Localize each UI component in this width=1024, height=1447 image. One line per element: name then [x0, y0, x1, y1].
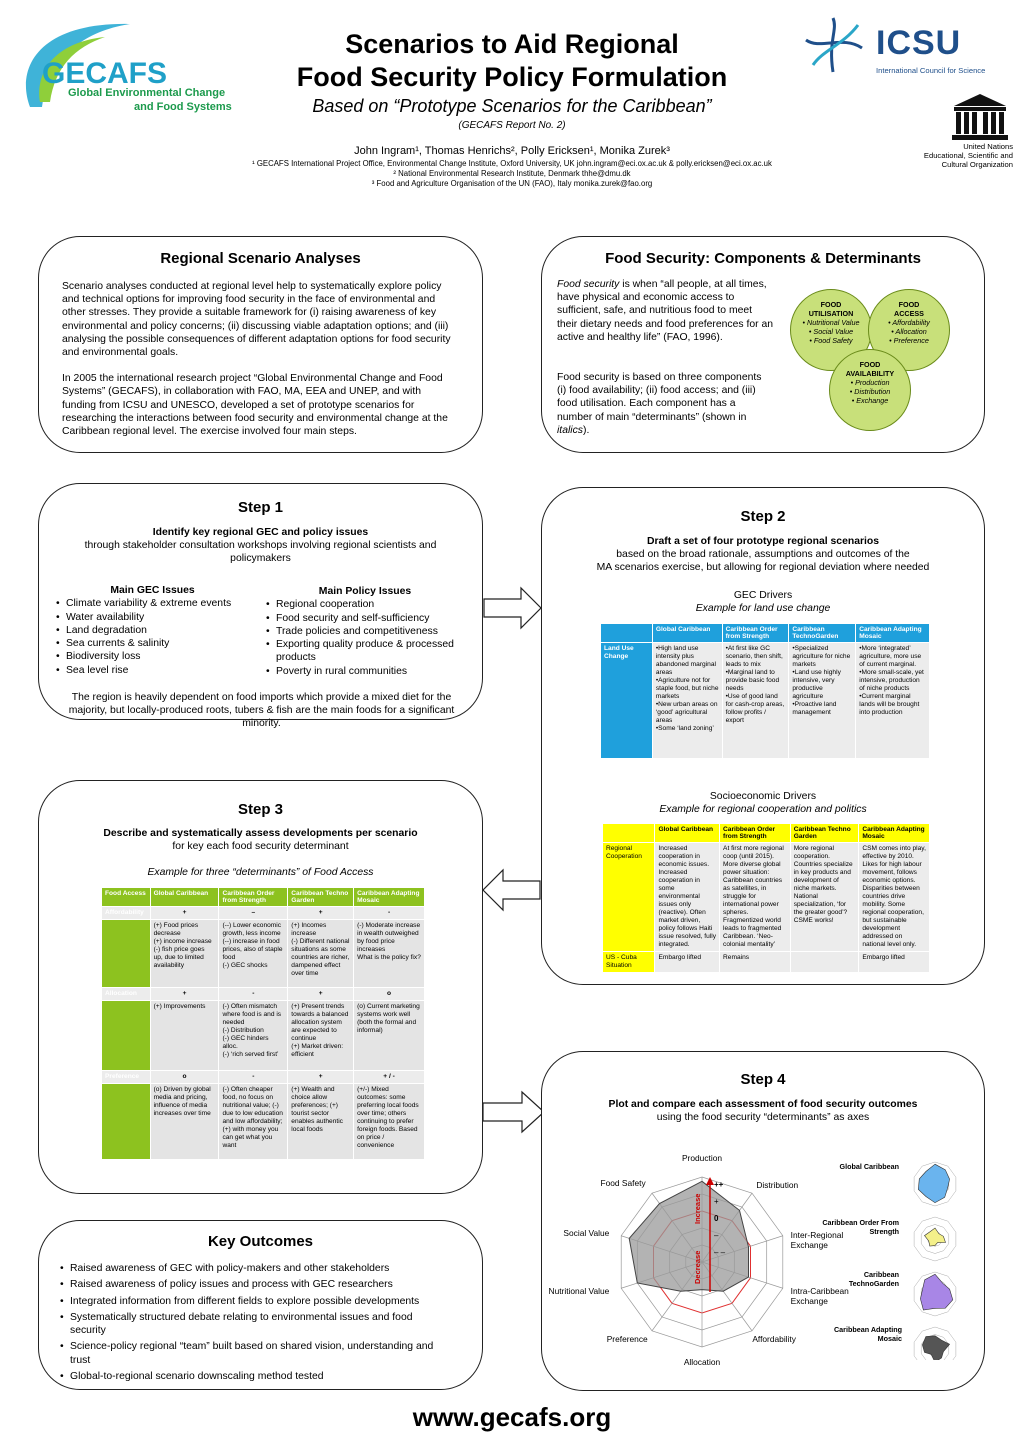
cell-line: •Marginal land to provide basic food needs — [725, 669, 780, 692]
cell-line: •Agriculture not for staple food, but niche markets — [655, 677, 719, 700]
radar-scale-arrowhead-icon — [706, 1177, 714, 1185]
utilisation-item: • Social Value — [808, 327, 854, 336]
cell-line: •More small-scale, yet intensive, production of niche products — [859, 669, 924, 692]
table-cell: (o) Driven by global media and pricing, influence of media increases over time — [150, 1084, 219, 1160]
food-security-title: Food Security: Components & Determinants — [605, 250, 921, 267]
table-cell: (+) Improvements — [150, 1001, 219, 1071]
regional-coop-table — [602, 823, 930, 973]
radar-axis-label: Social Value — [563, 1228, 610, 1239]
radar-axis-label: Intra-Caribbean Exchange — [790, 1285, 849, 1306]
table-cell: (+) Incomes increase (-) Different national situations as some countries are richer, dampened effect over time — [288, 920, 354, 988]
cell-line: •Specialized agriculture for niche markets — [792, 645, 851, 668]
row-header: Land Use Change — [601, 643, 653, 759]
arrow-step2-to-step3-icon — [481, 868, 541, 912]
table-cell: (o) Current marketing systems work well (both the formal and informal) — [354, 1001, 425, 1071]
radar-axis-label: Affordability — [752, 1334, 796, 1344]
score-cell: - — [219, 1071, 288, 1084]
access-item: • Affordability — [888, 318, 930, 327]
score-cell: + — [288, 988, 354, 1001]
regional-title: Regional Scenario Analyses — [160, 250, 361, 267]
policy-issue-item: • Regional cooperation — [265, 598, 475, 611]
table-header: Caribbean Order from Strength — [722, 624, 789, 643]
gecafs-logo-text: GECAFS — [42, 57, 168, 90]
radar-axis-label: Production — [681, 1153, 723, 1163]
outcome-item: • Raised awareness of policy issues and process with GEC researchers — [59, 1278, 442, 1291]
table-header — [603, 824, 655, 843]
table-cell: (-) Often cheaper food, no focus on nutritional value; (-) due to low education and low affordability; (+) with money you can get what you want — [219, 1084, 288, 1160]
table-cell: (+/-) Mixed outcomes: some preferring local foods over time; others continuing to prefer foreign foods. Based on price / convenience — [354, 1084, 425, 1160]
availability-item: • Exchange — [851, 396, 889, 405]
scale-label-plus: + — [714, 1197, 719, 1206]
step3-panel — [38, 780, 483, 1194]
cell-line: •Proactive land management — [792, 701, 837, 716]
table-row — [102, 1001, 425, 1071]
gec-issues — [55, 584, 255, 677]
fs-components-text: Food security is based on three components (i) food availability; (ii) food access; and (iii) food utilisation. Each component has a number of main “determinants” (shown in — [557, 372, 762, 423]
unesco-sub2: Educational, Scientific and — [923, 151, 1013, 160]
unesco-temple-icon — [950, 92, 1010, 142]
availability-item: • Production — [850, 378, 890, 387]
table-header: Food Access — [102, 888, 151, 907]
table-header: Caribbean Adapting Mosaic — [859, 824, 930, 843]
step4-subheading: using the food security “determinants” as axes — [656, 1112, 870, 1124]
score-cell: - — [219, 988, 288, 1001]
table-row — [102, 907, 425, 920]
outcome-item: • Integrated information from different fields to explore possible developments — [59, 1295, 442, 1308]
table-header: Caribbean Techno Garden — [288, 888, 354, 907]
outcome-item: • Raised awareness of GEC with policy-makers and other stakeholders — [59, 1262, 442, 1275]
unesco-sub3: Cultural Organization — [941, 160, 1013, 169]
food-availability-circle — [829, 349, 911, 431]
step1-footnote: The region is heavily dependent on food imports which provide a mixed diet for the majority, but locally-produced roots, tubers & fish are the main foods for a significant minority. — [68, 692, 455, 730]
table-header: Caribbean Adapting Mosaic — [354, 888, 425, 907]
website-link[interactable]: www.gecafs.org — [412, 1402, 612, 1432]
score-cell: o — [150, 1071, 219, 1084]
policy-issues-list — [265, 598, 475, 678]
row-header: Affordability — [102, 907, 151, 920]
table-cell: More regional cooperation. Countries specialize in key products and development of niche markets. National specialization, ‘for the greater good’? CSME works! — [790, 843, 859, 952]
fs-definition-term: Food security — [557, 279, 620, 290]
table-cell: Embargo lifted — [859, 952, 930, 973]
table-row — [601, 643, 930, 759]
table-header: Global Caribbean — [655, 824, 720, 843]
step1-title: Step 1 — [237, 499, 283, 516]
affiliation-3: ³ Food and Agriculture Organisation of the UN (FAO), Italy monika.zurek@fao.org — [371, 179, 653, 188]
scale-label-plus-plus: ++ — [714, 1180, 724, 1189]
step2-sub1: based on the broad rationale, assumptions and outcomes of the — [616, 549, 910, 561]
poster-header — [200, 28, 824, 188]
table-cell — [789, 643, 856, 759]
cell-line: •High land use intensity plus abandoned marginal areas — [655, 645, 716, 676]
unesco-logo — [905, 92, 1013, 174]
step3-title: Step 3 — [237, 801, 283, 818]
score-cell: + — [150, 988, 219, 1001]
mini-radar-technogarden — [914, 1272, 956, 1316]
access-item: • Preference — [889, 336, 929, 345]
regional-para-1: Scenario analyses conducted at regional level help to systematically explore policy and technical options for improving food security in the face of environmental and other stresses. They provide a suitable framework for (i) raising awareness of key environmental and policy concerns; (ii) discussing viable adaptation options; and (iii) analysing the possible consequences of different adaptation options for food security and environmental goals. — [62, 281, 451, 359]
row-header-blank — [102, 1084, 151, 1160]
table-row — [102, 920, 425, 988]
poster-title-line1: Scenarios to Aid Regional — [345, 29, 679, 59]
score-cell: + — [150, 907, 219, 920]
food-access-title: FOOD ACCESS — [894, 300, 924, 318]
table-row — [102, 1071, 425, 1084]
table-header: Caribbean Adapting Mosaic — [856, 624, 930, 643]
row-header: Allocation — [102, 988, 151, 1001]
table-cell: (-) Moderate increase in wealth outweighed by food price increases What is the policy fix? — [354, 920, 425, 988]
table-cell: Increased cooperation in economic issues. Increased cooperation in some environmental issues only (reactive). Often market driven, policy follows Haiti issue resolved, fully integrated. — [655, 843, 720, 952]
row-header: Regional Cooperation — [603, 843, 655, 952]
table-cell — [790, 952, 859, 973]
cell-line: •Land use highly intensive, very productive agriculture — [792, 669, 841, 700]
table-cell: At first more regional coop (until 2015). More diverse global power situation: Caribbean countries as satellites, in struggle for international power spheres. Fragmentized world leads to fragmented Caribbean. ‘Neo-colonial mentality’ — [720, 843, 791, 952]
authors: John Ingram¹, Thomas Henrichs², Polly Ericksen¹, Monika Zurek³ — [354, 145, 670, 157]
score-cell: + — [288, 1071, 354, 1084]
score-cell: o — [354, 988, 425, 1001]
policy-issues-title: Main Policy Issues — [318, 586, 412, 597]
mini-label-global-caribbean: Global Caribbean — [839, 1162, 899, 1171]
policy-issue-item: • Poverty in rural communities — [265, 665, 475, 678]
food-security-panel — [541, 236, 985, 453]
mini-radar-polygon — [918, 1164, 949, 1203]
mini-radar-adapting-mosaic — [914, 1327, 956, 1360]
score-cell: + / - — [354, 1071, 425, 1084]
food-utilisation-title: FOOD UTILISATION — [808, 300, 854, 318]
row-header: US - Cuba Situation — [603, 952, 655, 973]
radar-data-polygon — [629, 1181, 748, 1291]
report-number: (GECAFS Report No. 2) — [458, 120, 566, 131]
arrow-step3-to-step4-icon — [482, 1090, 546, 1134]
table-cell: Embargo lifted — [655, 952, 720, 973]
table-cell: (--) Lower economic growth, less income (--) increase in food prices, also of staple food (-) GEC shocks — [219, 920, 288, 988]
fs-components — [557, 371, 767, 437]
socio-drivers-sub: Example for regional cooperation and politics — [659, 804, 867, 815]
row-header-blank — [102, 920, 151, 988]
step4-heading: Plot and compare each assessment of food security outcomes — [608, 1099, 918, 1110]
affiliation-1: ¹ GECAFS International Project Office, Environmental Change Institute, Oxford University, UK john.ingram@eci.ox.ac.uk & polly.ericksen@eci.ox.ac.uk — [252, 159, 772, 168]
table-row — [603, 843, 930, 952]
gec-issue-item: • Sea currents & salinity — [55, 637, 255, 650]
table-header: Global Caribbean — [150, 888, 219, 907]
table-header — [601, 624, 653, 643]
table-cell: (+) Food prices decrease (+) income increase (-) fish price goes up, due to limited availability — [150, 920, 219, 988]
fs-components-end: ). — [582, 424, 590, 436]
icsu-logo — [798, 10, 1013, 80]
cell-line: •More ‘integrated’ agriculture, more use of current marginal. — [859, 645, 922, 668]
score-cell: + — [288, 907, 354, 920]
table-cell: CSM comes into play, effective by 2010. Likes for high labour movement, follows economic options. Disparities between countries drive mobility. Some regional cooperation, but sustainable development addressed on national level only. — [859, 843, 930, 952]
regional-scenario-panel — [38, 236, 483, 453]
cell-line: •Use of good land for cash-crop areas, follow profits / export — [725, 693, 785, 724]
policy-issue-item: • Exporting quality produce & processed products — [265, 638, 475, 665]
affiliation-2: ² National Environmental Research Institute, Denmark thhe@dmu.dk — [393, 169, 631, 178]
step4-title: Step 4 — [740, 1071, 786, 1088]
row-header: Preference — [102, 1071, 151, 1084]
mini-radar-polygon — [925, 1228, 946, 1246]
policy-issue-item: • Trade policies and competitiveness — [265, 625, 475, 638]
score-cell: – — [219, 907, 288, 920]
score-cell: - — [354, 907, 425, 920]
mini-label-adapting-mosaic: Caribbean Adapting Mosaic — [833, 1325, 902, 1343]
socio-drivers-title: Socioeconomic Drivers — [709, 791, 817, 802]
utilisation-item: • Nutritional Value — [802, 318, 860, 327]
step2-title: Step 2 — [740, 508, 786, 525]
table-row — [102, 988, 425, 1001]
table-cell — [652, 643, 722, 759]
poster-subtitle: Based on “Prototype Scenarios for the Caribbean” — [312, 96, 712, 116]
unesco-sub1: United Nations — [963, 142, 1013, 151]
step4-panel — [541, 1051, 985, 1391]
gec-issue-item: • Land degradation — [55, 624, 255, 637]
gecafs-logo-sub2: and Food Systems — [134, 101, 232, 113]
table-header: Caribbean Order from Strength — [219, 888, 288, 907]
table-cell: (+) Wealth and choice allow preferences; (+) tourist sector enables authentic local foods — [288, 1084, 354, 1160]
cell-line: •At first like GC scenario, then shift, leads to mix — [725, 645, 783, 668]
scale-label-minus: – — [714, 1231, 719, 1240]
arrow-step1-to-step2-icon — [483, 586, 543, 630]
table-header: Caribbean Order from Strength — [720, 824, 791, 843]
mini-label-order-from-strength: Caribbean Order From Strength — [822, 1218, 899, 1236]
outcome-item: • Global-to-regional scenario downscaling method tested — [59, 1370, 442, 1383]
table-cell: (+) Present trends towards a balanced allocation system are expected to continue (+) Market driven: efficient — [288, 1001, 354, 1071]
key-outcomes-panel — [38, 1220, 483, 1390]
step3-example: Example for three “determinants” of Food Access — [147, 867, 374, 879]
fs-components-italic: italics — [557, 424, 583, 436]
step3-heading: Describe and systematically assess developments per scenario — [103, 828, 418, 839]
outcome-item: • Systematically structured debate relating to environmental issues and food security — [59, 1311, 442, 1338]
gec-issue-item: • Climate variability & extreme events — [55, 597, 255, 610]
gec-drivers-sub: Example for land use change — [695, 602, 831, 614]
cell-line: •Some ‘land zoning’ — [655, 725, 714, 732]
mini-radar-order-from-strength — [914, 1217, 956, 1261]
policy-issues — [265, 585, 475, 678]
step3-subheading: for key each food security determinant — [172, 841, 349, 853]
food-availability-title: FOOD AVAILABILITY — [845, 360, 895, 378]
radar-axis-label: Food Safety — [600, 1177, 646, 1188]
table-header: Global Caribbean — [652, 624, 722, 643]
cell-line: •New urban areas on ‘good’ agricultural areas — [655, 701, 718, 724]
gecafs-logo-sub1: Global Environmental Change — [68, 87, 226, 99]
icsu-logo-sub: International Council for Science — [876, 66, 986, 75]
cell-line: •Current marginal lands will be brought into production — [859, 693, 920, 716]
outcome-item: • Science-policy regional “team” built based on shared vision, understanding and trust — [59, 1340, 442, 1367]
food-access-table — [101, 887, 425, 1160]
gec-drivers-title: GEC Drivers — [733, 589, 793, 601]
access-item: • Allocation — [891, 327, 927, 336]
step2-heading: Draft a set of four prototype regional scenarios — [646, 536, 880, 547]
utilisation-item: • Food Safety — [809, 336, 853, 345]
mini-radar-polygon — [920, 1274, 952, 1310]
mini-label-technogarden: Caribbean TechnoGarden — [848, 1270, 899, 1288]
poster-title-line2: Food Security Policy Formulation — [296, 62, 728, 92]
radar-axis-label: Nutritional Value — [548, 1285, 610, 1296]
radar-axis-label: Allocation — [683, 1357, 721, 1367]
step1-heading: Identify key regional GEC and policy issues — [152, 527, 369, 538]
step2-sub2: MA scenarios exercise, but allowing for regional deviation where needed — [596, 562, 930, 574]
key-outcomes-list — [59, 1262, 442, 1383]
table-row — [102, 1084, 425, 1160]
gec-issue-item: • Water availability — [55, 611, 255, 624]
row-header-blank — [102, 1001, 151, 1071]
gec-issues-list — [55, 597, 255, 677]
mini-radar-global-caribbean — [914, 1162, 956, 1206]
table-cell: Remains — [720, 952, 791, 973]
table-row — [603, 952, 930, 973]
step1-panel — [38, 483, 483, 730]
mini-radar-charts — [890, 1160, 980, 1360]
table-cell — [722, 643, 789, 759]
policy-issue-item: • Food security and self-sufficiency — [265, 612, 475, 625]
scale-label-minus-minus: – – — [714, 1248, 726, 1257]
regional-para-2: In 2005 the international research project “Global Environmental Change and Food Systems” (GECAFS), in collaboration with FAO, MA, EEA and UNEP, and with funding from ICSU and UNESCO, developed a set of prototype scenarios for researching the interactions between food security and environmental change at the Caribbean regional level. The exercise involved four main steps. — [62, 373, 448, 438]
radar-axis-label: Distribution — [756, 1179, 799, 1190]
gec-issue-item: • Biodiversity loss — [55, 650, 255, 663]
availability-item: • Distribution — [849, 387, 891, 396]
gec-issue-item: • Sea level rise — [55, 664, 255, 677]
gec-issues-title: Main GEC Issues — [110, 585, 195, 596]
step2-panel — [541, 487, 985, 985]
land-use-table — [600, 623, 930, 759]
decrease-label: Decrease — [693, 1250, 702, 1284]
key-outcomes-title: Key Outcomes — [207, 1233, 314, 1250]
icsu-logo-text: ICSU — [876, 24, 962, 62]
table-header: Caribbean Techno Garden — [790, 824, 859, 843]
mini-radar-polygon — [922, 1336, 949, 1360]
fs-definition-text: is when “all people, at all times, have physical and economic access to sufficient, safe, and nutritious food to meet their dietary needs and food preferences for an active and healthy life” (FAO, 1996). — [557, 279, 774, 343]
radar-axis-label: Inter-Regional Exchange — [790, 1230, 844, 1251]
table-cell: (-) Often mismatch where food is and is needed (-) Distribution (-) GEC hinders alloc. (-) ‘rich served first’ — [219, 1001, 288, 1071]
table-header: Caribbean TechnoGarden — [789, 624, 856, 643]
scale-label-zero: 0 — [714, 1214, 719, 1223]
fs-definition — [557, 278, 775, 344]
table-cell — [856, 643, 930, 759]
step1-subheading: through stakeholder consultation workshops involving regional scientists and policymakers — [84, 540, 437, 565]
radar-axis-label: Preference — [606, 1334, 648, 1344]
increase-label: Increase — [693, 1193, 702, 1224]
